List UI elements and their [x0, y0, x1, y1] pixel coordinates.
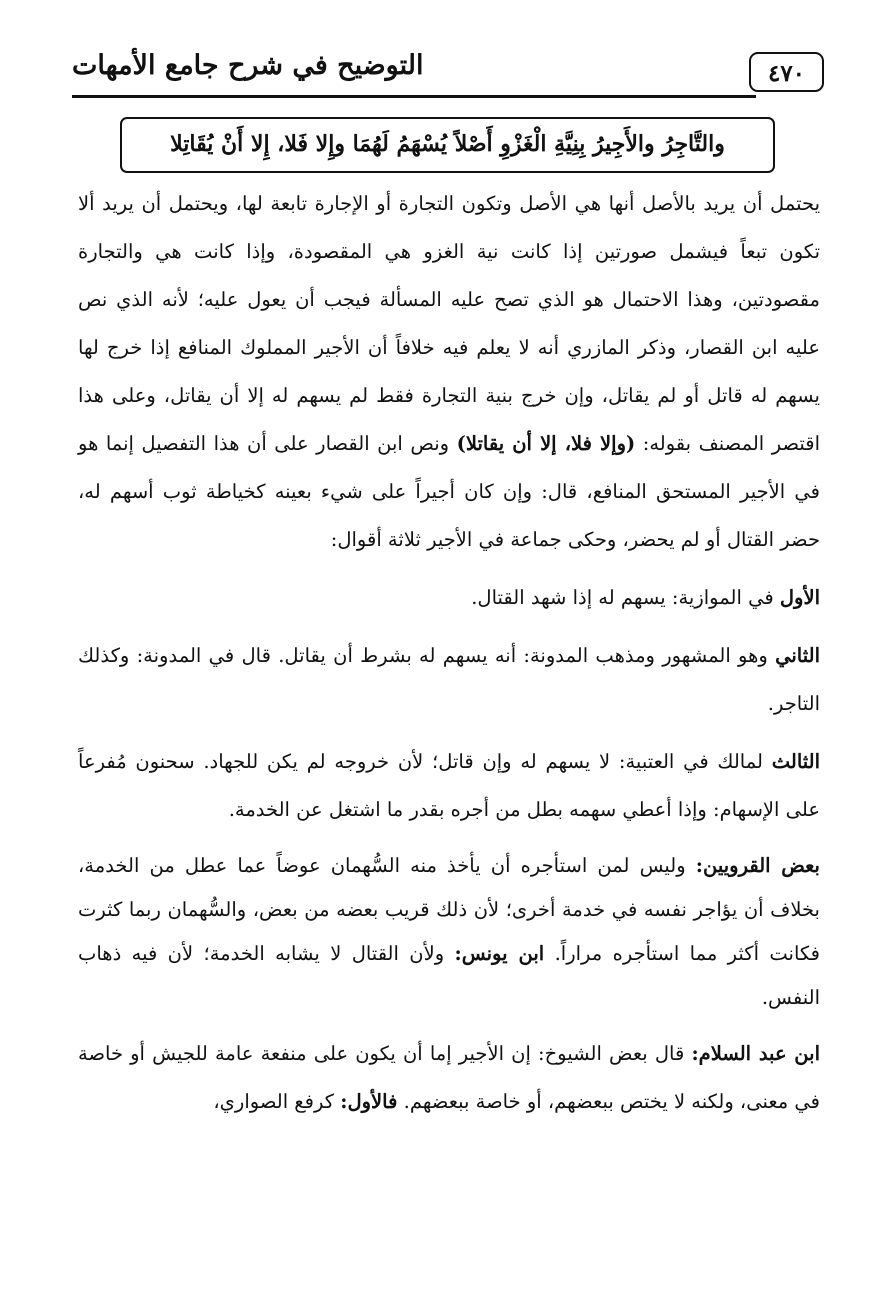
- paragraph-lead: بعض القرويين:: [695, 854, 820, 877]
- paragraph-text: ولأن القتال لا يشابه الخدمة؛ لأن فيه ذهاب النفس.: [78, 942, 820, 1009]
- paragraph-text: وهو المشهور ومذهب المدونة: أنه يسهم له بشرط أن يقاتل. قال في المدونة: وكذلك التاجر.: [78, 644, 820, 715]
- paragraph-first-opinion: [78, 574, 820, 622]
- commentary-body: [78, 180, 820, 1126]
- paragraph-text: ونص ابن القصار على أن هذا التفصيل إنما هو في الأجير المستحق المنافع، قال: وإن كان أجيراً على شيء بعينه كخياطة ثوب أسهم له، حضر القتال أو لم يحضر، وحكى جماعة في الأجير ثلاثة أقوال:: [78, 432, 820, 551]
- paragraph-lead: الثاني: [775, 644, 820, 667]
- paragraph-third-opinion: [78, 738, 820, 834]
- paragraph-text: كرفع الصواري،: [213, 1090, 335, 1113]
- matn-box: والتَّاجِرُ والأَجِيرُ بِنِيَّةِ الْغَزْوِ أَصْلاً يُسْهَمُ لَهُمَا وإِلا فَلا، إِلا أَنْ يُقَاتِلا: [120, 117, 775, 173]
- page-header: [72, 48, 824, 98]
- header-rule: [72, 95, 756, 98]
- paragraph-second-opinion: [78, 632, 820, 728]
- paragraph-intro: [78, 180, 820, 564]
- paragraph-text: في الموازية: يسهم له إذا شهد القتال.: [471, 586, 774, 609]
- matn-quote: (وإلا فلا، إلا أن يقاتلا): [456, 432, 636, 455]
- page-number-box: ٤٧٠: [749, 52, 824, 92]
- running-title: التوضيح في شرح جامع الأمهات: [72, 50, 424, 81]
- paragraph-lead: ابن عبد السلام:: [691, 1042, 820, 1065]
- paragraph-text: لمالك في العتبية: لا يسهم له وإن قاتل؛ لأن خروجه لم يكن للجهاد. سحنون مُفرعاً على الإسهام: وإذا أعطي سهمه بطل من أجره بقدر ما اشتغل عن الخدمة.: [78, 750, 820, 821]
- paragraph-lead: الأول: [779, 586, 820, 609]
- paragraph-lead: الثالث: [771, 750, 821, 773]
- paragraph-ibn-abd-al-salam: [78, 1030, 820, 1126]
- paragraph-qarawiyyin: [78, 844, 820, 1020]
- paragraph-lead: فالأول:: [340, 1090, 398, 1113]
- paragraph-text: يحتمل أن يريد بالأصل أنها هي الأصل وتكون التجارة أو الإجارة تابعة لها، ويحتمل أن يريد ألا تكون تبعاً فيشمل صورتين إذا كانت نية الغزو هي المقصودة، وإذا كانت هي والتجارة مقصودتين، وهذا الاحتمال هو الذي تصح عليه المسألة فيجب أن يعول عليه؛ لأنه الذي نص عليه ابن القصار، وذكر المازري أنه لا يعلم فيه خلافاً أن الأجير المملوك المنافع إذا خرج لها يسهم له قاتل أو لم يقاتل، وإن خرج بنية التجارة فقط لم يسهم له إلا أن يقاتل، وعلى هذا اقتصر المصنف بقوله:: [78, 192, 821, 455]
- paragraph-text: وليس لمن استأجره أن يأخذ منه السُّهمان عوضاً عما عطل من الخدمة، بخلاف أن يؤاجر نفسه في خدمة أخرى؛ لأن ذلك قريب بعضه من بعض، والسُّهمان ربما كثرت فكانت أكثر مما استأجره مراراً.: [78, 854, 820, 965]
- paragraph-lead: ابن يونس:: [454, 942, 545, 965]
- paragraph-text: قال بعض الشيوخ: إن الأجير إما أن يكون على منفعة عامة للجيش أو خاصة في معنى، ولكنه لا يختص ببعضهم، أو خاصة ببعضهم.: [78, 1042, 820, 1113]
